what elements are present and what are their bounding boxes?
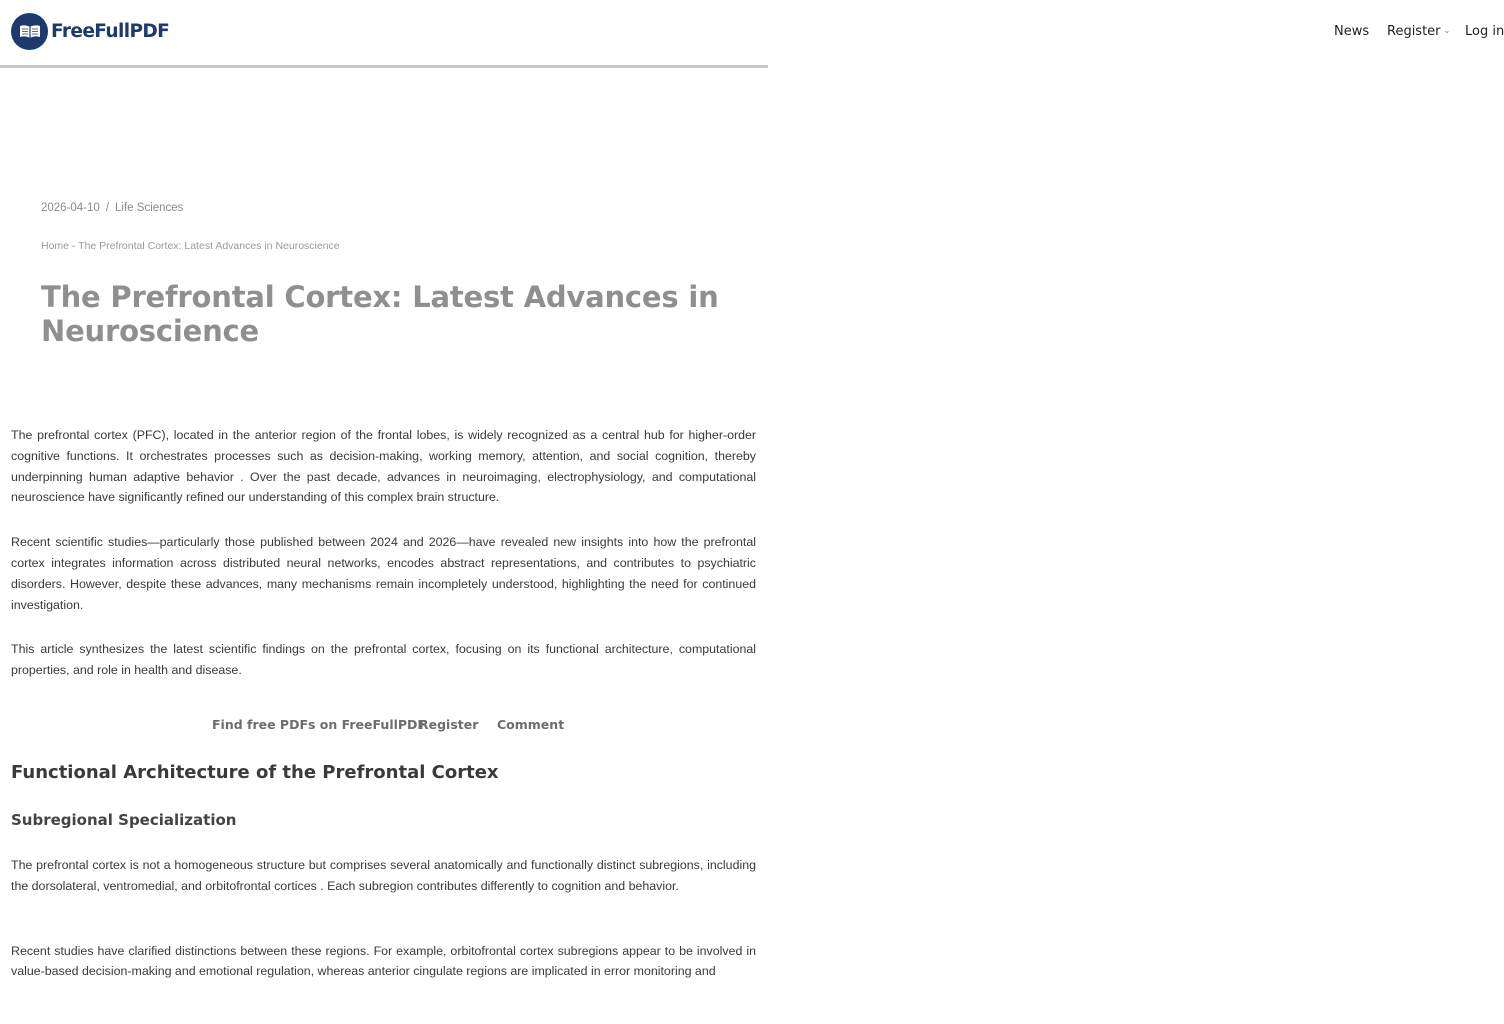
site-header <box>0 0 1504 68</box>
open-book-icon <box>11 13 48 50</box>
article-paragraph: The prefrontal cortex is not a homogeneous structure but comprises several anatomically and functionally distinct subregions, including the dorsolateral, ventromedial, and orbitofrontal cortices . Each subregion contributes differently to cognition and behavior. <box>11 858 756 893</box>
article-intro <box>11 425 756 681</box>
section-heading: Functional Architecture of the Prefrontal Cortex <box>11 762 499 783</box>
find-free-pdfs-link[interactable]: Find free PDFs on FreeFullPDF <box>212 717 426 732</box>
article-paragraph: Recent scientific studies—particularly those published between 2024 and 2026—have revealed new insights into how the prefrontal cortex integrates information across distributed neural networks, encodes abstract representations, and contributes to psychiatric disorders. However, despite these advances, many mechanisms remain incompletely understood, highlighting the need for continued investigation. <box>11 535 756 612</box>
article-section-body <box>11 855 756 982</box>
nav-news[interactable]: News <box>1334 24 1370 39</box>
comment-link[interactable]: Comment <box>497 717 565 732</box>
breadcrumb-home-link[interactable]: Home <box>41 240 70 252</box>
site-logo[interactable] <box>11 13 169 50</box>
logo-text: FreeFullPDF <box>51 21 170 42</box>
post-meta <box>41 202 183 214</box>
chevron-down-icon: ⌄ <box>1443 26 1451 35</box>
post-date: 2026-04-10 <box>41 202 100 214</box>
subsection-heading: Subregional Specialization <box>11 811 237 829</box>
article-paragraph: Recent studies have clarified distinctions between these regions. For example, orbitofrontal cortex subregions appear to be involved in value-based decision-making and emotional regulation, whereas anterior cingulate regions are implicated in error monitoring and <box>11 943 756 979</box>
page-title: The Prefrontal Cortex: Latest Advances in Neuroscience <box>41 280 719 348</box>
article-action-links <box>0 717 768 735</box>
nav-login[interactable]: Log in <box>1465 24 1504 39</box>
post-category-link[interactable]: Life Sciences <box>115 202 184 214</box>
nav-register-label: Register <box>1387 24 1441 39</box>
register-link[interactable]: Register <box>419 717 479 732</box>
meta-separator: / <box>105 202 110 214</box>
nav-register[interactable] <box>1387 24 1450 39</box>
breadcrumb-separator: - <box>69 240 79 252</box>
breadcrumb-current: The Prefrontal Cortex: Latest Advances in Neuroscience <box>78 240 340 252</box>
breadcrumb <box>41 240 340 252</box>
article-paragraph: This article synthesizes the latest scientific findings on the prefrontal cortex, focusing on its functional architecture, computational properties, and role in health and disease. <box>11 642 756 678</box>
article-paragraph: The prefrontal cortex (PFC), located in the anterior region of the frontal lobes, is widely recognized as a central hub for higher-order cognitive functions. It orchestrates processes such as decision-making, working memory, attention, and social cognition, thereby underpinning human adaptive behavior . Over the past decade, advances in neuroimaging, electrophysiology, and computational neuroscience have significantly refined our understanding of this complex brain structure. <box>11 428 756 505</box>
